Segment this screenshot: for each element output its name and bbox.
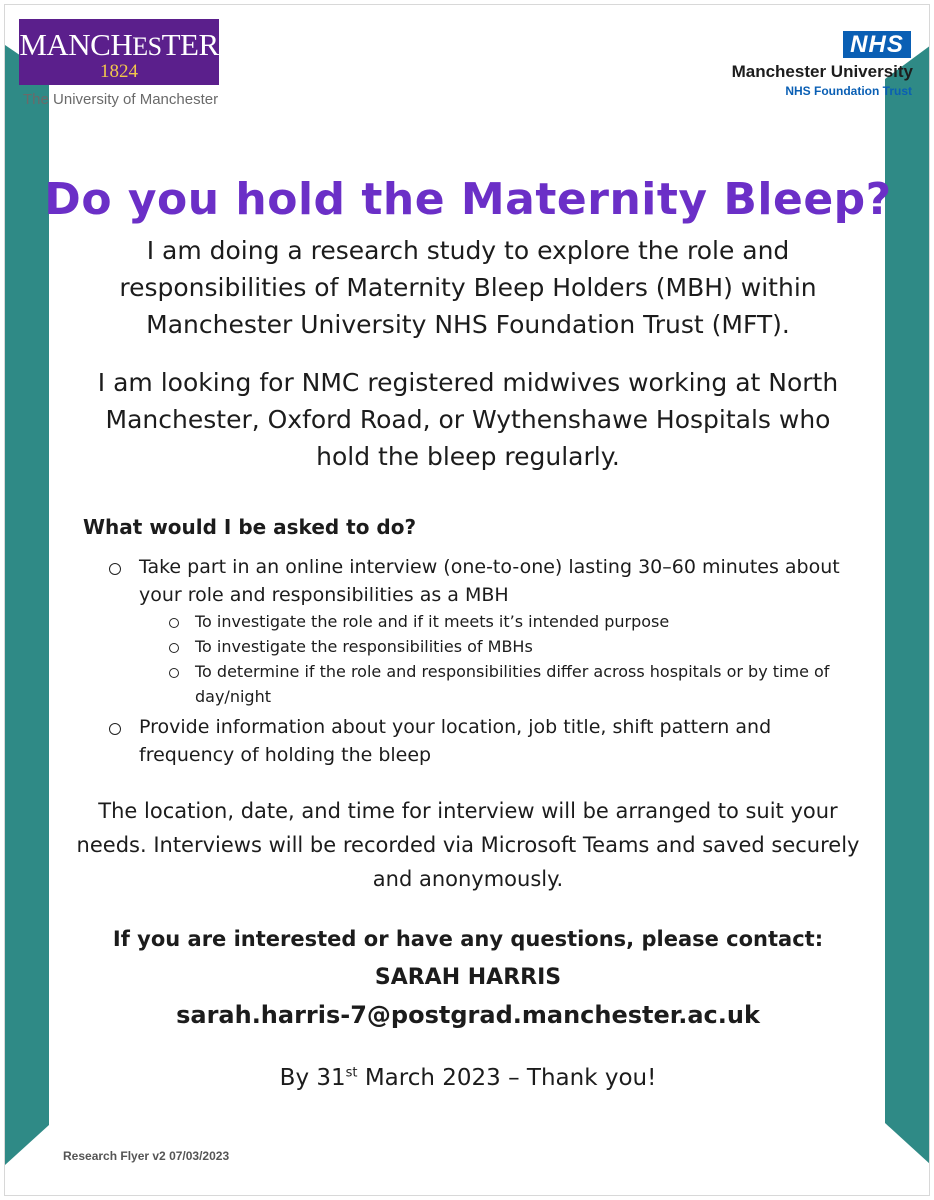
flyer-page [5,5,930,1196]
list-item [109,713,869,769]
university-of-manchester-logo [19,19,219,85]
sub-list-item: To determine if the role and responsibilities differ across hospitals or by time of day/night [169,659,869,709]
contact-name: SARAH HARRIS [374,965,562,990]
hollow-bullet-icon [169,618,179,628]
hollow-bullet-icon [169,668,179,678]
uom-caption: The University of Manchester [23,91,219,108]
list-item-text: Take part in an online interview (one-to-one) lasting 30–60 minutes about your role and responsibilities as a MBH [139,556,840,606]
contact-prompt: If you are interested or have any questions, please contact: [112,927,824,951]
list-item-text: Provide information about your location, job title, shift pattern and frequency of holding the bleep [139,716,772,766]
hollow-bullet-icon [109,723,121,735]
uom-wordmark: MANCHESTER [19,27,219,62]
version-footer: Research Flyer v2 07/03/2023 [63,1149,230,1163]
section-heading: What would I be asked to do? [83,515,417,539]
hollow-bullet-icon [169,643,179,653]
sub-list [139,609,869,713]
task-list [109,553,869,769]
intro-paragraph-2: I am looking for NMC registered midwives working at North Manchester, Oxford Road, or Wythenshawe Hospitals who hold the bleep regularly. [97,368,839,471]
arrangement-paragraph: The location, date, and time for interview will be arranged to suit your needs. Interviews will be recorded via Microsoft Teams and saved securely and anonymously. [76,799,860,891]
contact-email-link[interactable]: sarah.harris-7@postgrad.manchester.ac.uk [176,1001,760,1029]
flyer-title: Do you hold the Maternity Bleep? [44,174,892,226]
sub-list-item: To investigate the responsibilities of MBHs [169,634,869,659]
trust-name: Manchester University [731,62,913,81]
deadline-line: By 31st March 2023 – Thank you! [279,1065,657,1091]
sub-list-item: To investigate the role and if it meets it’s intended purpose [169,609,869,634]
nhs-logo: NHS [843,31,911,58]
uom-year: 1824 [100,61,138,82]
list-item [109,553,869,713]
hollow-bullet-icon [109,563,121,575]
flyer-frame [4,4,930,1196]
trust-subtitle: NHS Foundation Trust [785,84,912,98]
intro-paragraph-1: I am doing a research study to explore the role and responsibilities of Maternity Bleep Holders (MBH) within Manchester University NHS Foundation Trust (MFT). [119,236,817,339]
ordinal-suffix: st [345,1065,358,1081]
